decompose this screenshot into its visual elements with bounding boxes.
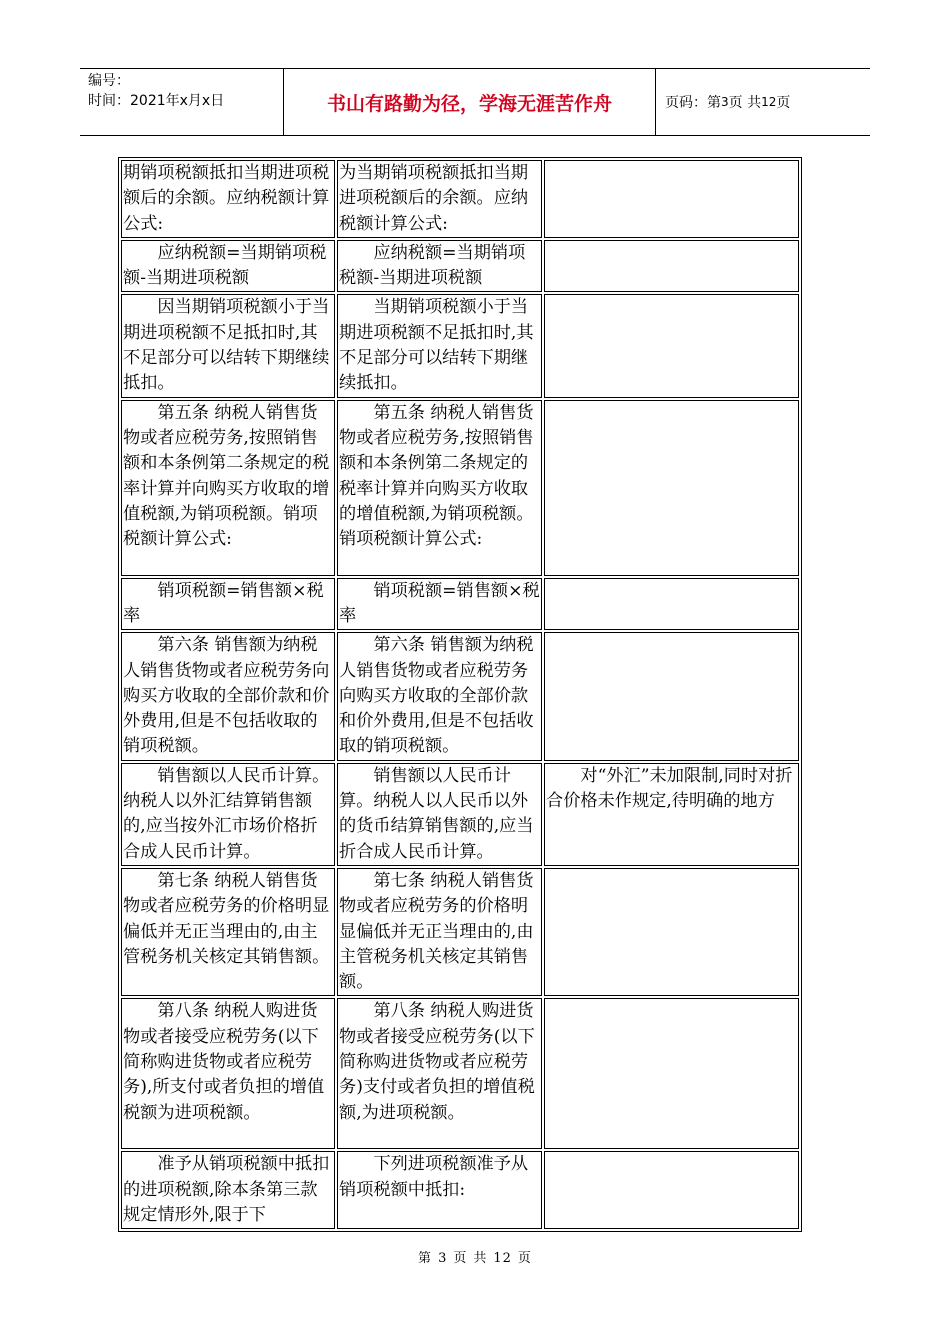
footer-text: 页	[517, 1251, 532, 1266]
comparison-table	[118, 157, 802, 1232]
note-cell	[544, 240, 799, 293]
note-cell	[544, 400, 799, 576]
page-footer	[0, 1247, 950, 1266]
old-clause-cell: 第八条 纳税人购进货物或者接受应税劳务(以下简称购进货物或者应税劳务),所支付或者负担的增值税额为进项税额。	[121, 998, 335, 1149]
new-clause-cell: 应纳税额=当期销项税额-当期进项税额	[337, 240, 542, 293]
note-cell	[544, 578, 799, 631]
page-middle: 页 共	[728, 95, 762, 111]
note-cell	[544, 160, 799, 238]
old-clause-cell: 第六条 销售额为纳税人销售货物或者应税劳务向购买方收取的全部价款和价外费用,但是不包括收取的销项税额。	[121, 632, 335, 760]
new-clause-cell: 下列进项税额准予从销项税额中抵扣:	[337, 1151, 542, 1229]
note-cell	[544, 1151, 799, 1229]
note-cell: 对“外汇”未加限制,同时对折合价格未作规定,待明确的地方	[544, 763, 799, 866]
new-clause-cell: 销项税额=销售额×税率	[337, 578, 542, 631]
table-row	[121, 632, 799, 760]
old-clause-cell: 销售额以人民币计算。纳税人以外汇结算销售额的,应当按外汇市场价格折合成人民币计算。	[121, 763, 335, 866]
old-clause-cell: 因当期销项税额小于当期进项税额不足抵扣时,其不足部分可以结转下期继续抵扣。	[121, 294, 335, 397]
doc-time-label: 时间：2021年x月x日	[88, 93, 225, 109]
table-row	[121, 868, 799, 996]
table-row	[121, 1151, 799, 1229]
old-clause-cell: 准予从销项税额中抵扣的进项税额,除本条第三款规定情形外,限于下	[121, 1151, 335, 1229]
header-motto: 书山有路勤为径，学海无涯苦作舟	[284, 69, 656, 135]
new-clause-cell: 销售额以人民币计算。纳税人以人民币以外的货币结算销售额的,应当折合成人民币计算。	[337, 763, 542, 866]
new-clause-cell: 第七条 纳税人销售货物或者应税劳务的价格明显偏低并无正当理由的,由主管税务机关核定其销售额。	[337, 868, 542, 996]
header-info	[80, 69, 284, 135]
page-total: 12	[761, 95, 777, 109]
page-prefix: 页码：第	[665, 95, 721, 111]
old-clause-cell: 第七条 纳税人销售货物或者应税劳务的价格明显偏低并无正当理由的,由主管税务机关核定其销售额。	[121, 868, 335, 996]
footer-current-page: 3	[438, 1251, 448, 1266]
doc-number-label: 编号：	[88, 73, 130, 89]
note-cell	[544, 294, 799, 397]
table-row	[121, 240, 799, 293]
page-suffix: 页	[776, 95, 791, 111]
footer-text: 页	[453, 1251, 468, 1266]
footer-text: 共	[473, 1251, 488, 1266]
new-clause-cell: 当期销项税额小于当期进项税额不足抵扣时,其不足部分可以结转下期继续抵扣。	[337, 294, 542, 397]
page-header	[80, 68, 870, 136]
header-page-info	[656, 69, 870, 135]
new-clause-cell: 第八条 纳税人购进货物或者接受应税劳务(以下简称购进货物或者应税劳务)支付或者负担的增值税额,为进项税额。	[337, 998, 542, 1149]
table-row	[121, 578, 799, 631]
new-clause-cell: 第六条 销售额为纳税人销售货物或者应税劳务向购买方收取的全部价款和价外费用,但是不包括收取的销项税额。	[337, 632, 542, 760]
old-clause-cell: 第五条 纳税人销售货物或者应税劳务,按照销售额和本条例第二条规定的税率计算并向购买方收取的增值税额,为销项税额。销项税额计算公式:	[121, 400, 335, 576]
new-clause-cell: 为当期销项税额抵扣当期进项税额后的余额。应纳税额计算公式:	[337, 160, 542, 238]
new-clause-cell: 第五条 纳税人销售货物或者应税劳务,按照销售额和本条例第二条规定的税率计算并向购买方收取的增值税额,为销项税额。销项税额计算公式:	[337, 400, 542, 576]
table-row	[121, 763, 799, 866]
table-row	[121, 160, 799, 238]
table-row	[121, 998, 799, 1149]
old-clause-cell: 销项税额=销售额×税率	[121, 578, 335, 631]
note-cell	[544, 632, 799, 760]
old-clause-cell: 期销项税额抵扣当期进项税额后的余额。应纳税额计算公式:	[121, 160, 335, 238]
old-clause-cell: 应纳税额=当期销项税额-当期进项税额	[121, 240, 335, 293]
page-current: 3	[721, 95, 729, 109]
note-cell	[544, 868, 799, 996]
footer-text: 第	[418, 1251, 433, 1266]
table-row	[121, 294, 799, 397]
footer-total-pages: 12	[493, 1251, 512, 1266]
note-cell	[544, 998, 799, 1149]
table-row	[121, 400, 799, 576]
